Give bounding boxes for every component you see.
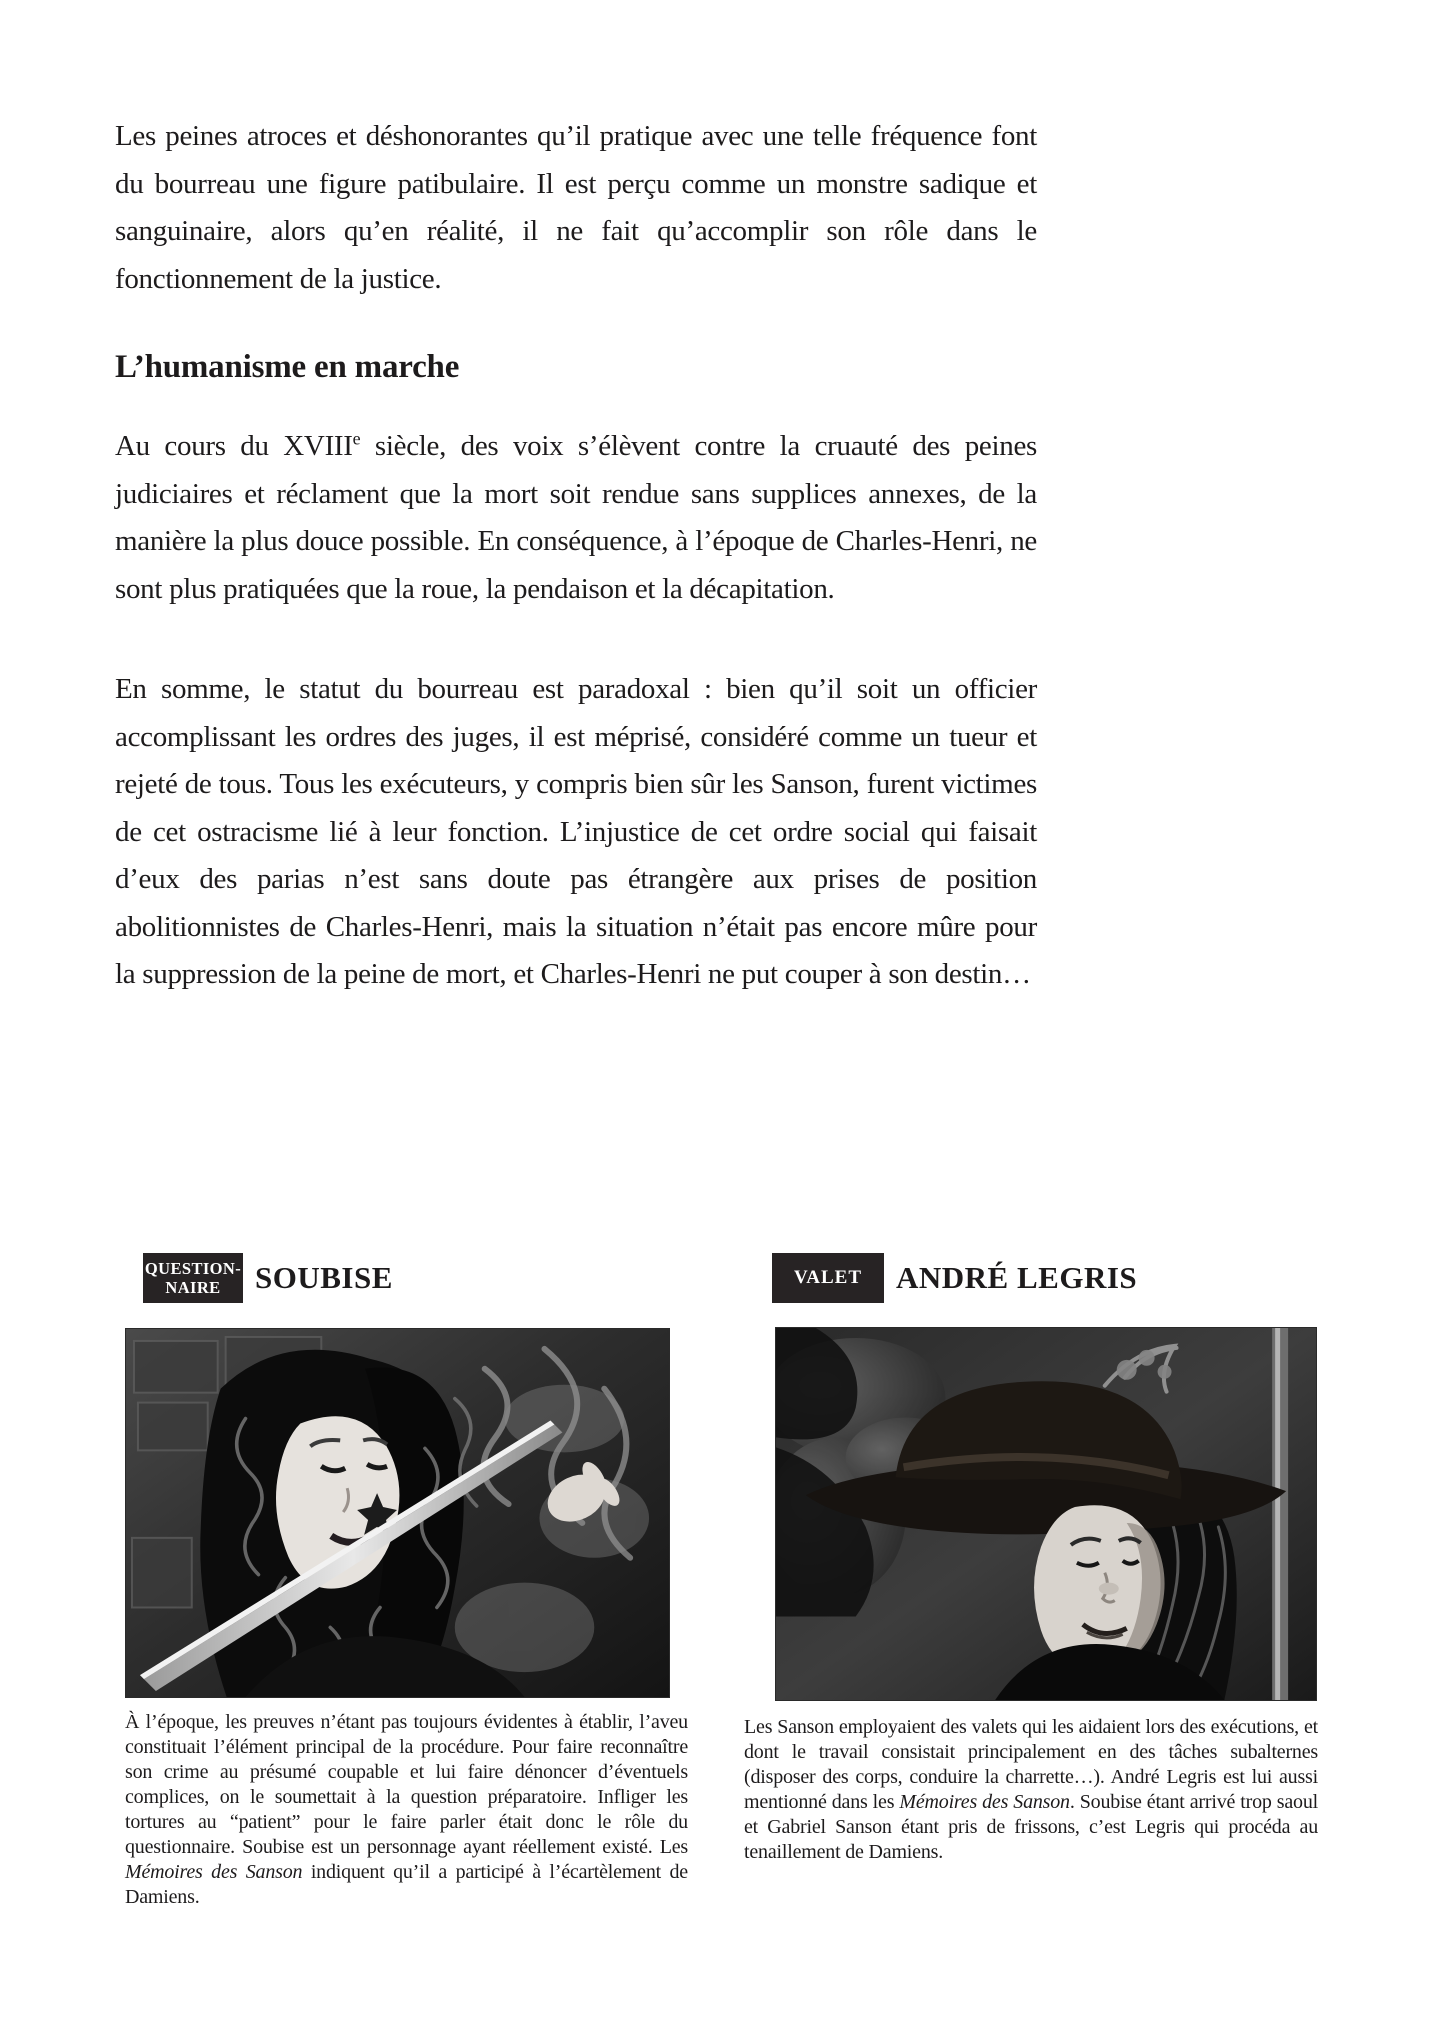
- caption-legris: Les Sanson employaient des valets qui les aidaient lors des exécutions, et dont le travail consistait principalement en des tâches subalternes (disposer des corps, conduire la charrette…). André Legris est lui aussi mentionné dans les Mémoires des Sanson. Soubise étant arrivé trop saoul et Gabriel Sanson étant pris de frissons, c’est Legris qui procéda au tenaillement de Damiens.: [744, 1716, 1318, 1863]
- caption-soubise: À l’époque, les preuves n’étant pas toujours évidentes à établir, l’aveu constituait l’élément principal de la procédure. Pour faire reconnaître son crime au présumé coupable et lui faire dénoncer d’éventuels complices, on le soumettait à la question préparatoire. Infliger les tortures au “patient” pour le faire parler était donc le rôle du questionnaire. Soubise est un personnage ayant réellement existé. Les Mémoires des Sanson indiquent qu’il a participé à l’écartèlement de Damiens.: [125, 1711, 688, 1908]
- figure-title-soubise: SOUBISE: [255, 1260, 393, 1295]
- role-tag-line: QUESTION-: [144, 1259, 242, 1278]
- illustration-legris: [775, 1327, 1317, 1701]
- figure-title-legris: ANDRÉ LEGRIS: [896, 1260, 1138, 1295]
- paragraph-statut-bourreau: En somme, le statut du bourreau est paradoxal : bien qu’il soit un officier accomplissant les ordres des juges, il est méprisé, considéré comme un tueur et rejeté de tous. Tous les exécuteurs, y compris bien sûr les Sanson, furent victimes de cet ostracisme lié à leur fonction. L’injustice de cet ordre social qui faisait d’eux des parias n’est sans doute pas étrangère aux prises de position abolitionnistes de Charles-Henri, mais la situation n’était pas encore mûre pour la suppression de la peine de mort, et Charles-Henri ne put couper à son destin…: [115, 673, 1037, 990]
- role-tag-valet: [772, 1253, 884, 1303]
- role-tag-line: VALET: [793, 1267, 862, 1288]
- illustration-soubise: [125, 1328, 670, 1698]
- legris-artwork: [776, 1328, 1316, 1700]
- section-heading: L’humanisme en marche: [115, 349, 460, 385]
- figure-header-legris: [772, 1253, 1137, 1303]
- figure-header-soubise: [143, 1253, 393, 1303]
- paragraph-humanisme: Au cours du XVIIIe siècle, des voix s’élèvent contre la cruauté des peines judiciaires et réclament que la mort soit rendue sans supplices annexes, de la manière la plus douce possible. En conséquence, à l’époque de Charles-Henri, ne sont plus pratiquées que la roue, la pendaison et la décapitation.: [115, 428, 1038, 605]
- soubise-artwork: [126, 1329, 669, 1697]
- role-tag-line: NAIRE: [165, 1278, 221, 1297]
- role-tag-questionnaire: [143, 1253, 243, 1303]
- intro-paragraph: Les peines atroces et déshonorantes qu’il pratique avec une telle fréquence font du bourreau une figure patibulaire. Il est perçu comme un monstre sadique et sanguinaire, alors qu’en réalité, il ne fait qu’accomplir son rôle dans le fonctionnement de la justice.: [115, 120, 1037, 295]
